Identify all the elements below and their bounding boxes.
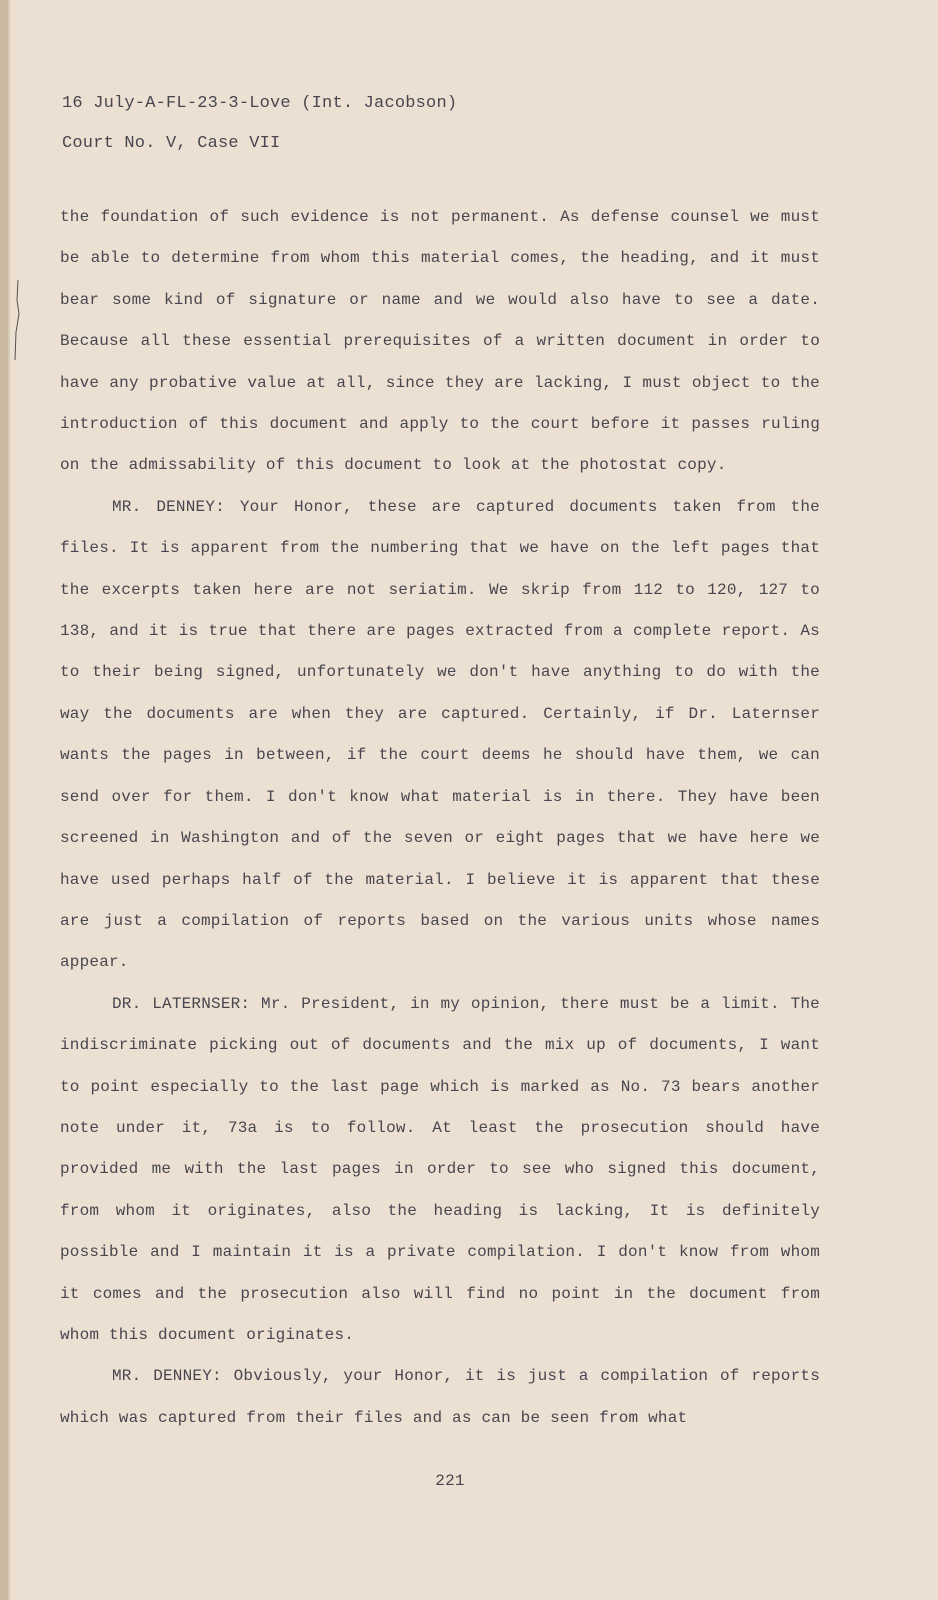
transcript-body — [60, 197, 820, 1439]
paragraph-laternser: DR. LATERNSER: Mr. President, in my opinion, there must be a limit. The indiscriminate picking out of documents and the mix up of documents, I want to point especially to the last page which is marked as No. 73 bears another note under it, 73a is to follow. At least the prosecution should have provided me with the last pages in order to see who signed this document, from whom it originates, also the heading is lacking, It is definitely possible and I maintain it is a private compilation. I don't know from whom it comes and the prosecution also will find no point in the document from whom this document originates. — [60, 994, 820, 1344]
paragraph-denney-1: MR. DENNEY: Your Honor, these are captured documents taken from the files. It is apparent from the numbering that we have on the left pages that the excerpts taken here are not seriatim. We skrip from 112 to 120, 127 to 138, and it is true that there are pages extracted from a complete report. As to their being signed, unfortunately we don't have anything to do with the way the documents are when they are captured. Certainly, if Dr. Laternser wants the pages in between, if the court deems he should have them, we can send over for them. I don't know what material is in there. They have been screened in Washington and of the seven or eight pages that we have here we have used perhaps half of the material. I believe it is apparent that these are just a compilation of reports based on the various units whose names appear. — [60, 497, 820, 972]
court-case-line: Court No. V, Case VII — [62, 134, 281, 153]
paragraph-continuation: the foundation of such evidence is not permanent. As defense counsel we must be able to determine from whom this material comes, the heading, and it must bear some kind of signature or name and we would also have to see a date. Because all these essential prerequisites of a written document in order to have any probative value at all, since they are lacking, I must object to the introduction of this document and apply to the court before it passes ruling on the admissability of this document to look at the photostat copy. — [60, 208, 820, 475]
page-number: 221 — [435, 1472, 465, 1490]
page-left-edge — [0, 0, 8, 1600]
transcript-reference: 16 July-A-FL-23-3-Love (Int. Jacobson) — [62, 94, 458, 113]
document-header — [62, 84, 457, 164]
page-edge-shadow — [8, 0, 10, 1600]
paragraph-denney-2: MR. DENNEY: Obviously, your Honor, it is just a compilation of reports which was captured from their files and as can be seen from what — [60, 1367, 820, 1427]
binding-pencil-mark — [12, 280, 22, 360]
